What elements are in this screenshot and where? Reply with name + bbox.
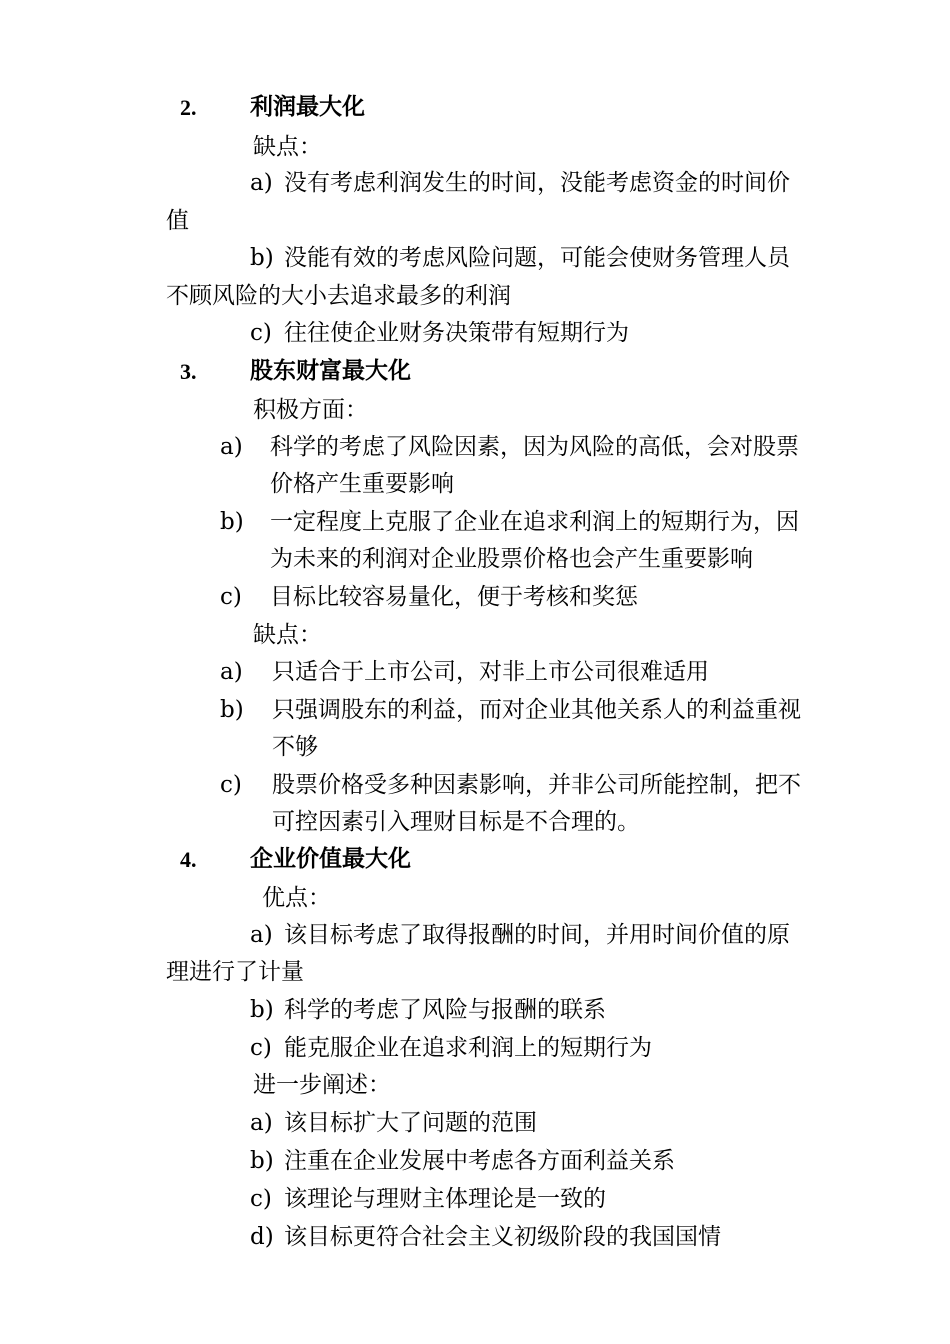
section-2-title: 利润最大化 (250, 93, 365, 120)
list-marker: c) (250, 1186, 272, 1212)
list-item-text: 一定程度上克服了企业在追求利润上的短期行为，因 (270, 509, 799, 535)
section-3-subheading-positive: 积极方面： (253, 397, 368, 423)
list-marker: a) (250, 1110, 273, 1136)
list-item-text: 该目标考虑了取得报酬的时间，并用时间价值的原 (284, 922, 790, 948)
list-item-text: 目标比较容易量化，便于考核和奖惩 (270, 584, 638, 610)
list-item-text: 注重在企业发展中考虑各方面利益关系 (284, 1148, 675, 1174)
list-item-text: 没能有效的考虑风险问题，可能会使财务管理人员 (284, 245, 790, 271)
list-marker: b) (220, 697, 244, 723)
list-marker: b) (220, 509, 244, 535)
section-4-title: 企业价值最大化 (250, 845, 411, 872)
list-marker: b) (250, 245, 274, 271)
section-2-number: 2. (180, 95, 197, 120)
list-marker: b) (250, 1148, 274, 1174)
list-marker: a) (250, 170, 273, 196)
section-3-subheading-negative: 缺点： (253, 622, 322, 648)
list-item-text-cont: 价格产生重要影响 (270, 471, 454, 497)
list-item-text: 只强调股东的利益，而对企业其他关系人的利益重视 (272, 697, 801, 723)
list-item-text-cont: 理进行了计量 (166, 959, 304, 985)
list-item-text-cont: 不够 (272, 734, 318, 760)
section-3-title: 股东财富最大化 (250, 357, 411, 384)
section-2-subheading: 缺点： (253, 134, 322, 160)
list-marker: a) (220, 434, 243, 460)
list-marker: c) (220, 772, 242, 798)
section-4-subheading-advantages: 优点： (262, 885, 331, 911)
list-item-text: 没有考虑利润发生的时间，没能考虑资金的时间价 (284, 170, 790, 196)
section-4-number: 4. (180, 847, 197, 872)
list-item-text: 只适合于上市公司，对非上市公司很难适用 (272, 659, 709, 685)
list-item-text: 科学的考虑了风险因素，因为风险的高低，会对股票 (270, 434, 799, 460)
list-marker: c) (250, 320, 272, 346)
list-marker: c) (220, 584, 242, 610)
list-item-text: 往往使企业财务决策带有短期行为 (284, 320, 629, 346)
list-item-text: 科学的考虑了风险与报酬的联系 (284, 997, 606, 1023)
list-item-text-cont: 不顾风险的大小去追求最多的利润 (166, 283, 511, 309)
list-marker: a) (220, 659, 243, 685)
list-marker: b) (250, 997, 274, 1023)
list-item-text-cont: 可控因素引入理财目标是不合理的。 (272, 809, 640, 835)
list-item-text: 该目标扩大了问题的范围 (284, 1110, 537, 1136)
list-item-text: 能克服企业在追求利润上的短期行为 (284, 1035, 652, 1061)
list-marker: d) (250, 1224, 274, 1250)
list-item-text-cont: 值 (166, 208, 189, 234)
section-3-number: 3. (180, 359, 197, 384)
list-item-text: 股票价格受多种因素影响，并非公司所能控制，把不 (272, 772, 801, 798)
list-item-text: 该目标更符合社会主义初级阶段的我国国情 (284, 1224, 721, 1250)
list-item-text: 该理论与理财主体理论是一致的 (284, 1186, 606, 1212)
list-marker: a) (250, 922, 273, 948)
section-4-subheading-further: 进一步阐述： (253, 1072, 391, 1098)
list-marker: c) (250, 1035, 272, 1061)
list-item-text-cont: 为未来的利润对企业股票价格也会产生重要影响 (270, 546, 753, 572)
